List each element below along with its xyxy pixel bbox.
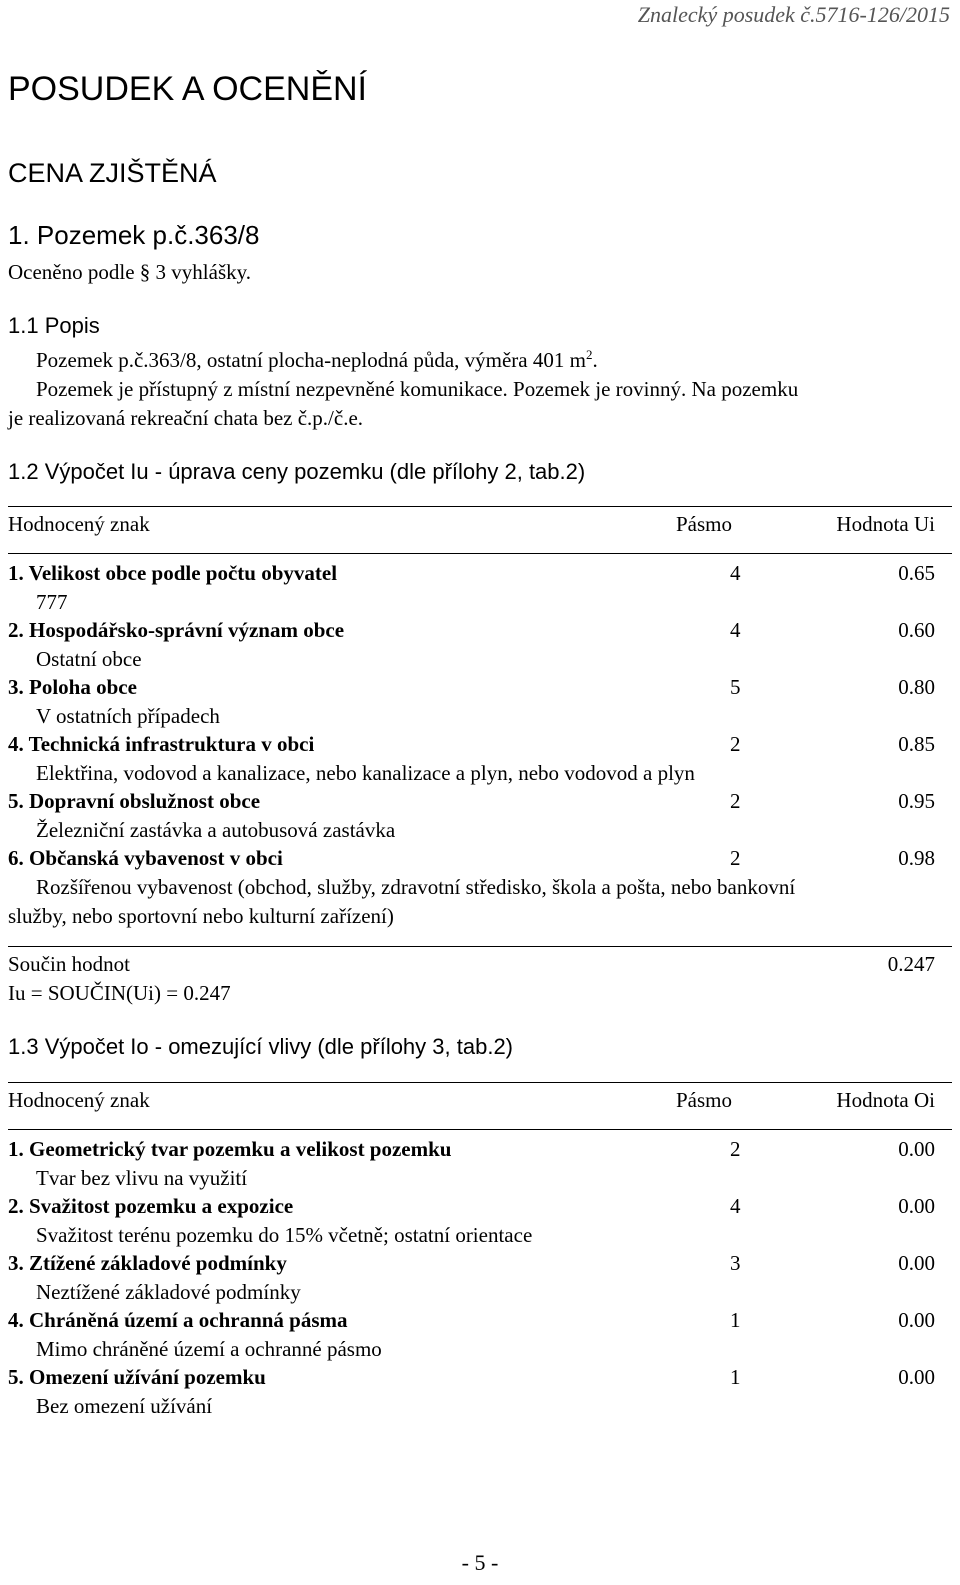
iu-row-pasmo: 2 [730, 732, 741, 756]
io-row-name: 2. Svažitost pozemku a expozice [8, 1194, 294, 1218]
popis-line-3: je realizovaná rekreační chata bez č.p./č.e. [8, 406, 364, 430]
popis-heading: 1.1 Popis [8, 313, 100, 338]
page-number: - 5 - [461, 1550, 499, 1575]
io-row-desc: Mimo chráněné území a ochranné pásmo [36, 1337, 382, 1361]
iu-row-pasmo: 2 [730, 789, 741, 813]
io-row-pasmo: 2 [730, 1137, 741, 1161]
iu-heading: 1.2 Výpočet Iu - úprava ceny pozemku (dle přílohy 2, tab.2) [8, 459, 586, 484]
page-subtitle: CENA ZJIŠTĚNÁ [8, 158, 217, 188]
io-row-name: 1. Geometrický tvar pozemku a velikost pozemku [8, 1137, 452, 1161]
iu-row-name: 2. Hospodářsko-správní význam obce [8, 618, 345, 642]
section-intro: Oceněno podle § 3 vyhlášky. [8, 260, 251, 284]
iu-row-pasmo: 4 [730, 561, 741, 585]
io-row-value: 0.00 [898, 1308, 935, 1332]
iu-row-name: 5. Dopravní obslužnost obce [8, 789, 261, 813]
iu-col-hodnota: Hodnota Ui [836, 512, 935, 536]
io-heading: 1.3 Výpočet Io - omezující vlivy (dle přílohy 3, tab.2) [8, 1034, 514, 1059]
iu-row-value: 0.65 [898, 561, 935, 585]
iu-row-desc: Železniční zastávka a autobusová zastávka [36, 818, 396, 842]
iu-row-desc: Rozšířenou vybavenost (obchod, služby, zdravotní středisko, škola a pošta, nebo bankovní [36, 875, 796, 899]
io-row-pasmo: 1 [730, 1308, 741, 1332]
iu-row-desc: V ostatních případech [36, 704, 220, 728]
iu-row-desc-continued: služby, nebo sportovní nebo kulturní zařízení) [8, 904, 394, 928]
io-row-desc: Neztížené základové podmínky [36, 1280, 301, 1304]
io-row-value: 0.00 [898, 1194, 935, 1218]
iu-row-value: 0.80 [898, 675, 935, 699]
iu-col-znak: Hodnocený znak [8, 512, 150, 536]
iu-row-pasmo: 4 [730, 618, 741, 642]
iu-row-name: 6. Občanská vybavenost v obci [8, 846, 283, 870]
table-top-rule [8, 506, 952, 507]
io-row-desc: Tvar bez vlivu na využití [36, 1166, 248, 1190]
io-col-znak: Hodnocený znak [8, 1088, 150, 1112]
io-row-desc: Bez omezení užívání [36, 1394, 213, 1418]
iu-row-value: 0.85 [898, 732, 935, 756]
iu-row-name: 1. Velikost obce podle počtu obyvatel [8, 561, 338, 585]
io-row-pasmo: 3 [730, 1251, 741, 1275]
iu-row-pasmo: 2 [730, 846, 741, 870]
io-col-hodnota: Hodnota Oi [836, 1088, 935, 1112]
iu-row-value: 0.95 [898, 789, 935, 813]
iu-row-desc: Elektřina, vodovod a kanalizace, nebo kanalizace a plyn, nebo vodovod a plyn [36, 761, 695, 785]
iu-row-desc: Ostatní obce [36, 647, 142, 671]
io-row-value: 0.00 [898, 1137, 935, 1161]
iu-row-pasmo: 5 [730, 675, 741, 699]
io-row-name: 5. Omezení užívání pozemku [8, 1365, 266, 1389]
io-row-pasmo: 4 [730, 1194, 741, 1218]
io-row-desc: Svažitost terénu pozemku do 15% včetně; ostatní orientace [36, 1223, 533, 1247]
io-col-pasmo: Pásmo [676, 1088, 733, 1112]
popis-line-2: Pozemek je přístupný z místní nezpevněné komunikace. Pozemek je rovinný. Na pozemku [36, 377, 799, 401]
iu-row-desc: 777 [36, 590, 68, 614]
io-row-value: 0.00 [898, 1365, 935, 1389]
table-header-rule [8, 1129, 952, 1130]
io-row-value: 0.00 [898, 1251, 935, 1275]
page-title: POSUDEK A OCENĚNÍ [8, 70, 367, 108]
popis-line-1: Pozemek p.č.363/8, ostatní plocha-neplodná půda, výměra 401 $m^2$. [36, 347, 598, 372]
document-reference: Znalecký posudek č.5716-126/2015 [637, 2, 950, 27]
section-heading: 1. Pozemek p.č.363/8 [8, 220, 260, 250]
iu-product-value: 0.247 [887, 952, 935, 976]
product-rule [8, 946, 952, 947]
io-row-pasmo: 1 [730, 1365, 741, 1389]
iu-row-name: 4. Technická infrastruktura v obci [8, 732, 315, 756]
iu-product-label: Součin hodnot [8, 952, 130, 976]
iu-row-value: 0.98 [898, 846, 935, 870]
table-top-rule [8, 1082, 952, 1083]
io-row-name: 4. Chráněná území a ochranná pásma [8, 1308, 348, 1332]
iu-row-value: 0.60 [898, 618, 935, 642]
iu-row-name: 3. Poloha obce [8, 675, 137, 699]
io-row-name: 3. Ztížené základové podmínky [8, 1251, 287, 1275]
iu-formula: Iu = SOUČIN(Ui) = 0.247 [8, 981, 231, 1005]
table-header-rule [8, 553, 952, 554]
iu-col-pasmo: Pásmo [676, 512, 733, 536]
